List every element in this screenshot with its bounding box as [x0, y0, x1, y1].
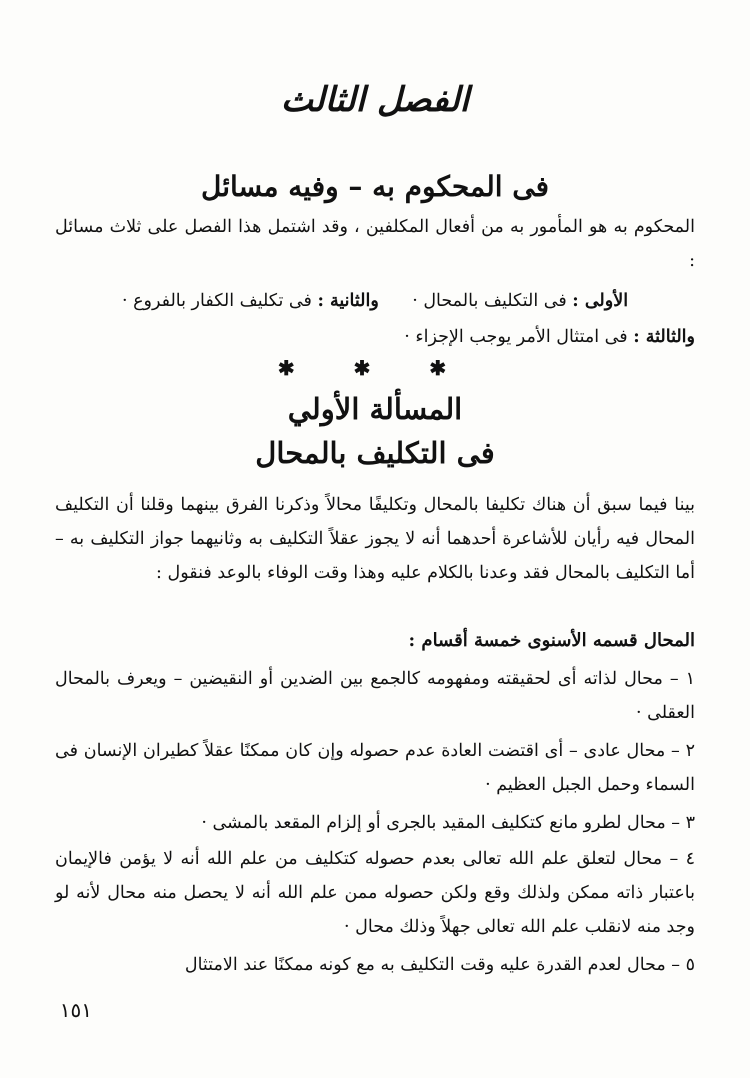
list-item: ٢ – محال عادى – أى اقتضت العادة عدم حصوله وإن كان ممكنًا عقلاً كطيران الإنسان فى السماء وحمل الجبل العظيم · [55, 741, 695, 795]
list-item: ١ – محال لذاته أى لحقيقته ومفهومه كالجمع بين الضدين أو النقيضين – ويعرف بالمحال العقلى · [55, 669, 695, 723]
issue-first-text: فى التكليف بالمحال · [412, 291, 567, 311]
intro-paragraph: المحكوم به هو المأمور به من أفعال المكلفين ، وقد اشتمل هذا الفصل على ثلاث مسائل : [55, 217, 695, 271]
issue1-title: المسألة الأولي [287, 392, 463, 426]
list-item: ٤ – محال لتعلق علم الله تعالى بعدم حصوله كتكليف من علم الله أنه لا يؤمن فالإيمان باعتبار ذاته ممكن ولذلك وقع ولكن حصوله ممن علم الله أنه لا يحصل منه محال لأنه لو وجد منه لانقلب علم الله تعالى جهلاً وذلك محال · [55, 849, 695, 937]
paragraph-1: بينا فيما سبق أن هناك تكليفا بالمحال وتكليفًا محالاً وذكرنا الفرق بينهما وقلنا أن التكليف المحال فيه رأيان للأشاعرة أحدهما أنه لا يجوز عقلاً التكليف به وثانيهما جواز التكليف به – أما التكليف بالمحال فقد وعدنا بالكلام عليه وهذا وقت الوفاء بالوعد فنقول : [55, 495, 695, 583]
page-number: ١٥١ [59, 998, 92, 1022]
issue-first-label: الأولى : [572, 291, 629, 311]
division-heading: المحال قسمه الأسنوى خمسة أقسام : [408, 630, 695, 651]
issues-line-1 [55, 284, 695, 318]
issue1-subtitle: فى التكليف بالمحال [255, 436, 495, 470]
issue-third-text: فى امتثال الأمر يوجب الإجزاء · [404, 327, 628, 347]
issue-second-text: فى تكليف الكفار بالفروع · [121, 291, 312, 311]
issue-third-label: والثالثة : [633, 327, 695, 347]
chapter-title: الفصل الثالث [280, 80, 470, 120]
section-title: فى المحكوم به – وفيه مسائل [201, 170, 549, 203]
issue-second-label: والثانية : [317, 291, 379, 311]
list-item: ٥ – محال لعدم القدرة عليه وقت التكليف به مع كونه ممكنًا عند الامتثال [184, 955, 695, 975]
list-item: ٣ – محال لطرو مانع كتكليف المقيد بالجرى أو إلزام المقعد بالمشى · [201, 813, 695, 833]
section-divider-stars: ✱ ✱ ✱ [277, 356, 473, 380]
issues-line-2 [55, 320, 695, 354]
